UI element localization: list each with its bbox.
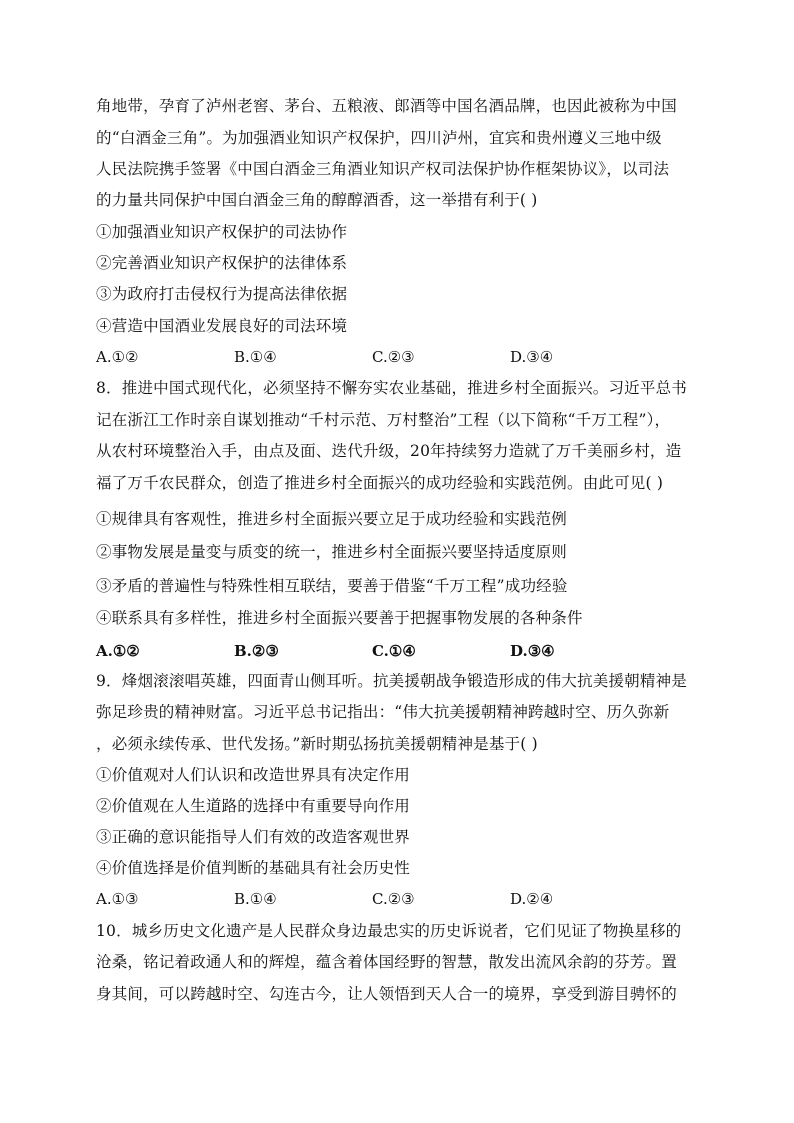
q10-line-1: 10．城乡历史文化遗产是人民群众身边最忠实的历史诉说者，它们见证了物换星移的 [96, 922, 682, 940]
q7-statement-2: ②完善酒业知识产权保护的法律体系 [96, 254, 348, 272]
q9-statement-2: ②价值观在人生道路的选择中有重要导向作用 [96, 797, 411, 815]
q8-line-1: 8．推进中国式现代化，必须坚持不懈夯实农业基础，推进乡村全面振兴。习近平总书 [96, 379, 687, 397]
q7-statement-3: ③为政府打击侵权行为提高法律依据 [96, 285, 348, 303]
q8-option-a: A.①② [96, 642, 140, 660]
q10-line-2: 沧桑，铭记着政通人和的辉煌，蕴含着体国经野的智慧，散发出流风余韵的芬芳。置 [96, 953, 677, 971]
q9-line-3: ，必须永续传承、世代发扬。”新时期弘扬抗美援朝精神是基于( ) [96, 735, 538, 753]
q7-statement-4: ④营造中国酒业发展良好的司法环境 [96, 317, 348, 335]
q8-option-b: B.②③ [234, 642, 279, 660]
q7-option-a: A.①② [96, 348, 139, 366]
q7-line-3: 人民法院携手签署《中国白酒金三角酒业知识产权司法保护协作框架协议》，以司法 [96, 160, 670, 178]
q8-statement-3: ③矛盾的普遍性与特殊性相互联结，要善于借鉴“千万工程”成功经验 [96, 577, 568, 595]
q9-option-c: C.②③ [372, 890, 415, 908]
q7-option-c: C.②③ [372, 348, 415, 366]
q7-line-1: 角地带，孕育了泸州老窖、茅台、五粮液、郎酒等中国名酒品牌，也因此被称为中国 [96, 97, 677, 115]
q7-statement-1: ①加强酒业知识产权保护的司法协作 [96, 223, 348, 241]
q8-line-2: 记在浙江工作时亲自谋划推动“千村示范、万村整治”工程（以下简称“千万工程”）， [96, 411, 671, 429]
q9-statement-1: ①价值观对人们认识和改造世界具有决定作用 [96, 766, 411, 784]
q7-line-4: 的力量共同保护中国白酒金三角的醇醇酒香，这一举措有利于( ) [96, 191, 538, 209]
q8-option-c: C.①④ [372, 642, 416, 660]
q9-option-a: A.①③ [96, 890, 139, 908]
q8-line-4: 福了万千农民群众，创造了推进乡村全面振兴的成功经验和实践范例。由此可见( ) [96, 474, 664, 492]
q9-line-2: 弥足珍贵的精神财富。习近平总书记指出：“伟大抗美援朝精神跨越时空、历久弥新 [96, 703, 670, 721]
q8-statement-4: ④联系具有多样性，推进乡村全面振兴要善于把握事物发展的各种条件 [96, 609, 583, 627]
q7-option-d: D.③④ [510, 348, 554, 366]
q8-option-d: D.③④ [510, 642, 555, 660]
q10-line-3: 身其间，可以跨越时空、勾连古今，让人领悟到天人合一的境界，享受到游目骋怀的 [96, 985, 677, 1003]
q9-option-b: B.①④ [234, 890, 277, 908]
q9-statement-4: ④价值选择是价值判断的基础具有社会历史性 [96, 859, 411, 877]
q8-statement-2: ②事物发展是量变与质变的统一，推进乡村全面振兴要坚持适度原则 [96, 543, 568, 561]
q9-statement-3: ③正确的意识能指导人们有效的改造客观世界 [96, 828, 411, 846]
q9-line-1: 9．烽烟滚滚唱英雄，四面青山侧耳听。抗美援朝战争锻造形成的伟大抗美援朝精神是 [96, 672, 687, 690]
q8-line-3: 从农村环境整治入手，由点及面、迭代升级，20年持续努力造就了万千美丽乡村，造 [96, 442, 682, 460]
q8-statement-1: ①规律具有客观性，推进乡村全面振兴要立足于成功经验和实践范例 [96, 510, 568, 528]
q7-line-2: 的“白酒金三角”。为加强酒业知识产权保护，四川泸州，宜宾和贵州遵义三地中级 [96, 129, 662, 147]
q7-option-b: B.①④ [234, 348, 277, 366]
q9-option-d: D.②④ [510, 890, 554, 908]
